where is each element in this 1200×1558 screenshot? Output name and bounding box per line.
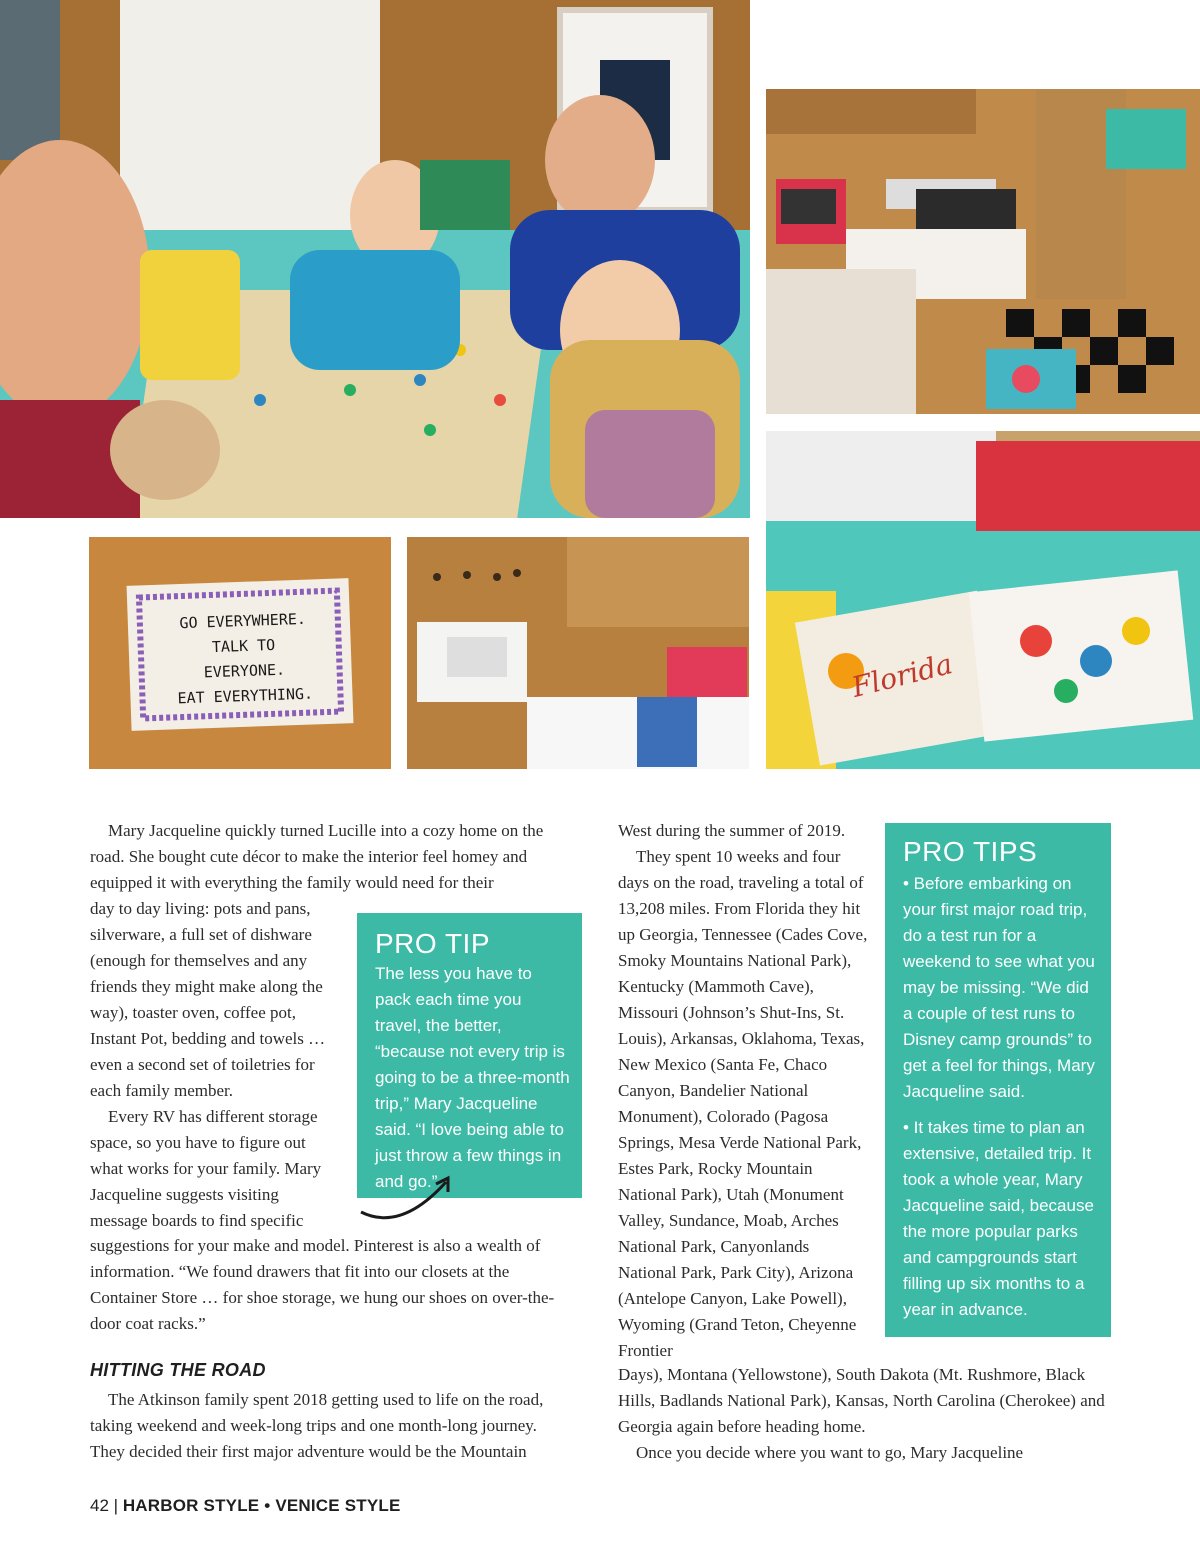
publication-name: HARBOR STYLE • VENICE STYLE bbox=[122, 1496, 401, 1515]
curved-arrow-icon bbox=[356, 1170, 456, 1230]
article-paragraph: West during the summer of 2019. bbox=[618, 821, 846, 840]
family-game-photo bbox=[0, 0, 750, 518]
article-col1-road bbox=[90, 1387, 570, 1465]
pro-tips-item: • It takes time to plan an extensive, detailed trip. It took a whole year, Mary Jacqueline said, because the more popular parks and campgrounds start filling up six months to a year in advance. bbox=[903, 1118, 1094, 1319]
rv-bedroom-photo bbox=[407, 537, 749, 769]
sign-photo bbox=[89, 537, 391, 769]
pro-tips-list bbox=[903, 871, 1111, 1323]
article-col1-continued bbox=[90, 1233, 570, 1337]
article-paragraph: suggestions for your make and model. Pinterest is also a wealth of information. “We found drawers that fit into our closets at the Container Store … for shoe storage, we hung our shoes on over-the-door coat racks.” bbox=[90, 1236, 555, 1333]
article-col2-continued bbox=[618, 1362, 1113, 1466]
footer-separator: | bbox=[113, 1496, 119, 1515]
sign-line-3: EAT EVERYTHING. bbox=[177, 684, 314, 708]
pro-tip-title: PRO TIP bbox=[375, 928, 491, 959]
pro-tips-item: • Before embarking on your first major road trip, do a test run for a weekend to see what you may be missing. “We did a couple of test runs to Disney camp grounds” to get a feel for things, Mary Jacqueline said. bbox=[903, 874, 1095, 1101]
pro-tip-text: The less you have to pack each time you travel, the better, “because not every trip is going to be a three-month trip,” Mary Jacqueline said. “I love being able to just throw a few things in and go.” bbox=[375, 964, 570, 1191]
sign-line-1: GO EVERYWHERE. bbox=[179, 609, 307, 633]
article-col1-wrap bbox=[90, 896, 340, 1234]
sign-line-2: TALK TO EVERYONE. bbox=[203, 635, 286, 682]
page-number: 42 bbox=[90, 1496, 109, 1515]
sign-text bbox=[167, 606, 320, 711]
section-heading: HITTING THE ROAD bbox=[90, 1360, 266, 1380]
pillow-florida-text: Florida bbox=[848, 647, 956, 704]
rv-kitchen-photo bbox=[766, 89, 1200, 414]
pro-tips-box bbox=[885, 823, 1111, 1337]
article-col1-intro bbox=[90, 818, 560, 896]
article-col2 bbox=[618, 818, 868, 1364]
pillows-photo bbox=[766, 431, 1200, 769]
pro-tips-title: PRO TIPS bbox=[903, 836, 1038, 867]
page-footer bbox=[90, 1496, 401, 1516]
article-paragraph: Mary Jacqueline quickly turned Lucille into a cozy home on the road. She bought cute décor to make the interior feel homey and equipped it with everything the family would need for their bbox=[90, 821, 544, 892]
article-paragraph: They spent 10 weeks and four days on the road, traveling a total of 13,208 miles. From Florida they hit up Georgia, Tennessee (Cades Cove, Smoky Mountains National Park), Kentucky (Mammoth Cave), Missouri (Johnson’s Shut-Ins, St. Louis), Arkansas, Oklahoma, Texas, New Mexico (Santa Fe, Chaco Canyon, Bandelier National Monument), Colorado (Pagosa Springs, Mesa Verde National Park, Estes Park, Rocky Mountain National Park), Utah (Monument Valley, Sundance, Moab, Arches National Park, Canyonlands National Park, Park City), Arizona (Antelope Canyon, Lake Powell), Wyoming (Grand Teton, Cheyenne Frontier bbox=[618, 847, 868, 1360]
article-paragraph: Every RV has different storage space, so you have to figure out what works for your family. Mary Jacqueline suggests visiting message boards to find specific bbox=[90, 1107, 322, 1230]
article-paragraph: The Atkinson family spent 2018 getting used to life on the road, taking weekend and week-long trips and one month-long journey. They decided their first major adventure would be the Mountain bbox=[90, 1390, 544, 1461]
article-paragraph: Once you decide where you want to go, Mary Jacqueline bbox=[636, 1443, 1024, 1462]
pro-tip-box bbox=[357, 913, 582, 1198]
article-paragraph: day to day living: pots and pans, silverware, a full set of dishware (enough for themselves and any friends they might make along the way), toaster oven, coffee pot, Instant Pot, bedding and towels … even a second set of toiletries for each family member. bbox=[90, 899, 326, 1100]
article-paragraph: Days), Montana (Yellowstone), South Dakota (Mt. Rushmore, Black Hills, Badlands National Park), Kansas, North Carolina (Cherokee) and Georgia again before heading home. bbox=[618, 1365, 1105, 1436]
